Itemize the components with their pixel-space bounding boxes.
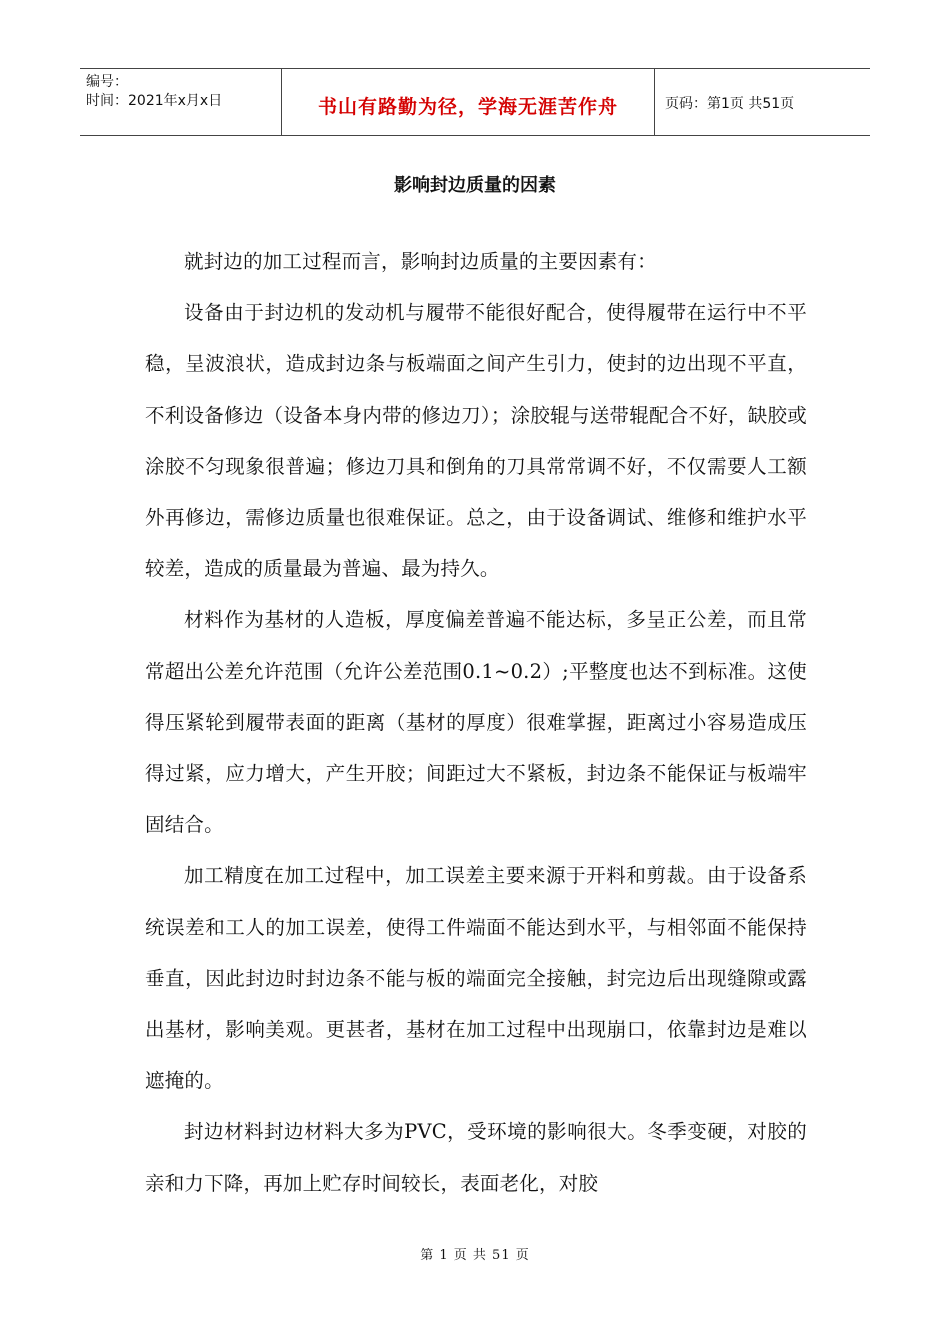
header-meta xyxy=(80,69,282,135)
document-title: 影响封边质量的因素 xyxy=(394,175,556,196)
header-page-label: 页码：第1页 共51页 xyxy=(665,96,795,112)
page-header xyxy=(80,68,870,136)
header-page-cell xyxy=(655,69,870,135)
header-number-label: 编号： xyxy=(86,74,128,90)
paragraph-intro: 就封边的加工过程而言，影响封边质量的主要因素有： xyxy=(184,250,657,273)
document-body xyxy=(145,236,807,1209)
header-motto-cell xyxy=(282,69,655,135)
paragraph-material: 材料作为基材的人造板，厚度偏差普遍不能达标，多呈正公差，而且常常超出公差允许范围（允许公差范围0.1~0.2）;平整度也达不到标准。这使得压紧轮到履带表面的距离（基材的厚度）很难掌握，距离过小容易造成压得过紧，应力增大，产生开胶；间距过大不紧板，封边条不能保证与板端牢固结合。 xyxy=(145,608,807,837)
header-time-label: 时间：2021年x月x日 xyxy=(86,93,223,109)
page-footer: 第 1 页 共 51 页 xyxy=(420,1248,530,1263)
paragraph-equipment: 设备由于封边机的发动机与履带不能很好配合，使得履带在运行中不平稳，呈波浪状，造成封边条与板端面之间产生引力，使封的边出现不平直，不利设备修边（设备本身内带的修边刀）；涂胶辊与送带辊配合不好，缺胶或涂胶不匀现象很普遍；修边刀具和倒角的刀具常常调不好，不仅需要人工额外再修边，需修边质量也很难保证。总之，由于设备调试、维修和维护水平较差，造成的质量最为普遍、最为持久。 xyxy=(145,301,807,581)
header-motto: 书山有路勤为径，学海无涯苦作舟 xyxy=(317,95,618,118)
paragraph-precision: 加工精度在加工过程中，加工误差主要来源于开料和剪裁。由于设备系统误差和工人的加工误差，使得工件端面不能达到水平，与相邻面不能保持垂直，因此封边时封边条不能与板的端面完全接触，封完边后出现缝隙或露出基材，影响美观。更甚者，基材在加工过程中出现崩口，依靠封边是难以遮掩的。 xyxy=(145,864,807,1093)
paragraph-edge-material: 封边材料封边材料大多为PVC，受环境的影响很大。冬季变硬，对胶的亲和力下降，再加上贮存时间较长，表面老化，对胶 xyxy=(145,1120,807,1195)
